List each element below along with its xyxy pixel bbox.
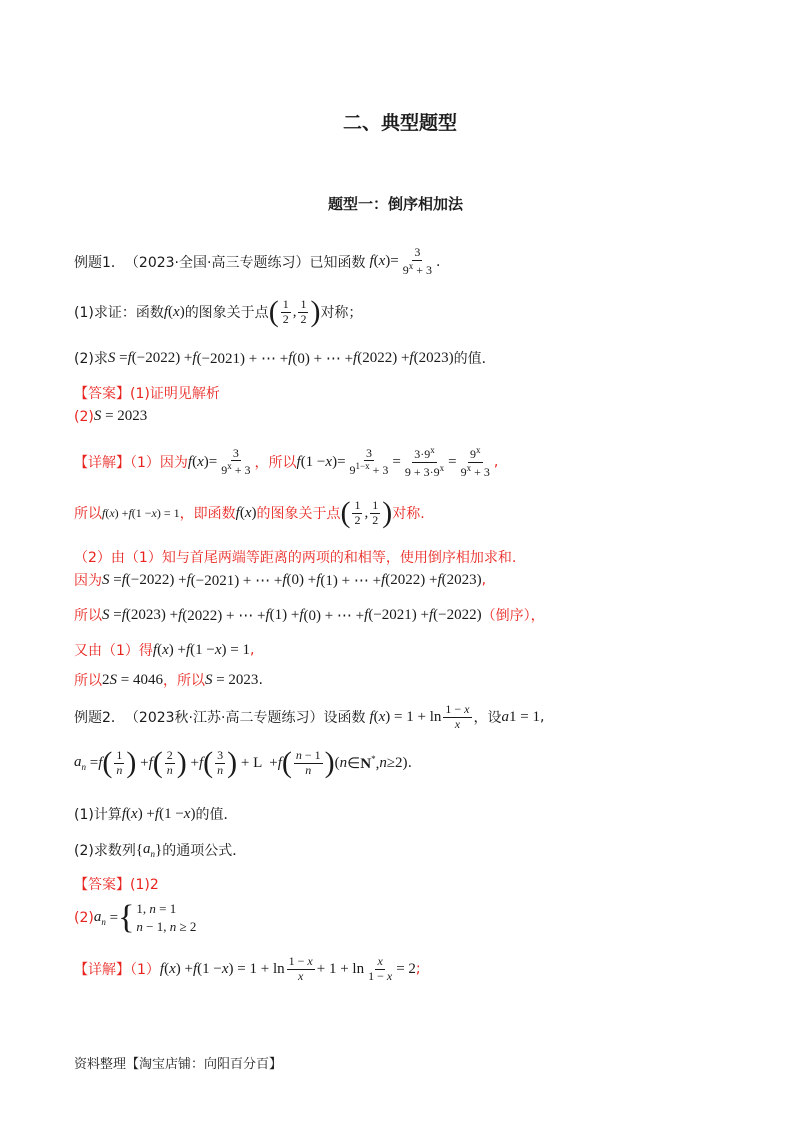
ex2-statement: 例题2． （2023秋·江苏·高二专题练习）设函数 f ( x ) = 1 + ln $\frac{1 - x}{x}$ ，设 a 1 = 1 , xyxy=(74,702,545,731)
ex2-answer1: 【答案】(1)2 xyxy=(74,877,159,893)
ex2-an: $a_n$ = f ( $\frac{1}{n}$ ) + f ( $\frac{2}{n}$ ) + f ( $\frac{3}{n}$ ) + L + f ( $\frac{n - 1}{n}$ ) ( n ∈N*, n ≥2) . xyxy=(74,746,413,779)
section-title: 二、典型题型 xyxy=(343,112,458,134)
ex1-reverse: 所以 S = f (2023) + f (2022) + ⋯ + f (1) + f (0) + ⋯ + f (−2021) + f (−2022) （倒序）， xyxy=(74,606,545,624)
ex1-detail: 【详解】（1）因为 f ( x )= $\frac{3}{9^x + 3}$ ，所以 f (1 − x )= $\frac{3}{9^{1-x} + 3}$ = $\frac{3\cdot 9^x}{9 + 3\cdot 9^x}$ = $\frac{9^x}{9^x + 3}$ , xyxy=(74,445,499,479)
ex1-because: 因为 S = f (−2022) + f (−2021) + ⋯ + f (0) + f (1) + ⋯ + f (2022) + f (2023) , xyxy=(74,571,487,589)
ex1-answer1: 【答案】(1)证明见解析 xyxy=(74,386,220,402)
ex1-so: 所以 f ( x ) + f (1 − x ) = 1 ，即函数 f ( x ) 的图象关于点 ( $\frac{1}{2}$ , $\frac{1}{2}$ ) 对称. xyxy=(74,496,425,529)
ex1-answer2: (2) S = 2023 xyxy=(74,408,148,425)
ex1-result: 所以 2 S = 4046 ，所以 S = 2023 . xyxy=(74,671,263,689)
ex2-source: （2023秋·江苏·高二专题练习）设函数 xyxy=(124,710,366,727)
ex1-label: 例题1． xyxy=(74,254,125,271)
ex2-detail: 【详解】（1） f ( x ) + f (1 − x ) = 1 + ln $\frac{1 - x}{x}$ + 1 + ln $\frac{x}{1 - x}$ = 2 ; xyxy=(74,954,421,983)
ex1-statement: 例题1． （2023·全国·高三专题练习）已知函数 f ( x )= $\frac{3}{9^x + 3}$ . xyxy=(74,245,441,277)
ex2-q2: (2)求数列 { $a_n$ } 的通项公式． xyxy=(74,841,247,859)
ex1-again: 又由（1）得 f ( x ) + f (1 − x ) = 1 , xyxy=(74,641,255,659)
footer: 资料整理【淘宝店铺：向阳百分百】 xyxy=(74,1057,283,1072)
ex2-answer2: (2) $a_n$ = { 1, n = 1 n − 1, n ≥ 2 xyxy=(74,899,197,937)
ex1-source: （2023·全国·高三专题练习）已知函数 xyxy=(124,254,366,271)
ex1-q2: (2)求 S = f (−2022) + f (−2021) + ⋯ + f (0) + ⋯ + f (2022) + f (2023) 的值． xyxy=(74,349,496,367)
ex2-q1: (1)计算 f ( x ) + f (1 − x ) 的值． xyxy=(74,805,238,823)
subsection-title: 题型一：倒序相加法 xyxy=(328,195,464,213)
ex2-label: 例题2． xyxy=(74,710,125,727)
ex1-q1: (1)求证：函数 f ( x ) 的图象关于点 ( $\frac{1}{2}$ , $\frac{1}{2}$ ) 对称； xyxy=(74,295,363,328)
ex1-part2: （2）由（1）知与首尾两端等距离的两项的和相等，使用倒序相加求和. xyxy=(74,550,517,566)
